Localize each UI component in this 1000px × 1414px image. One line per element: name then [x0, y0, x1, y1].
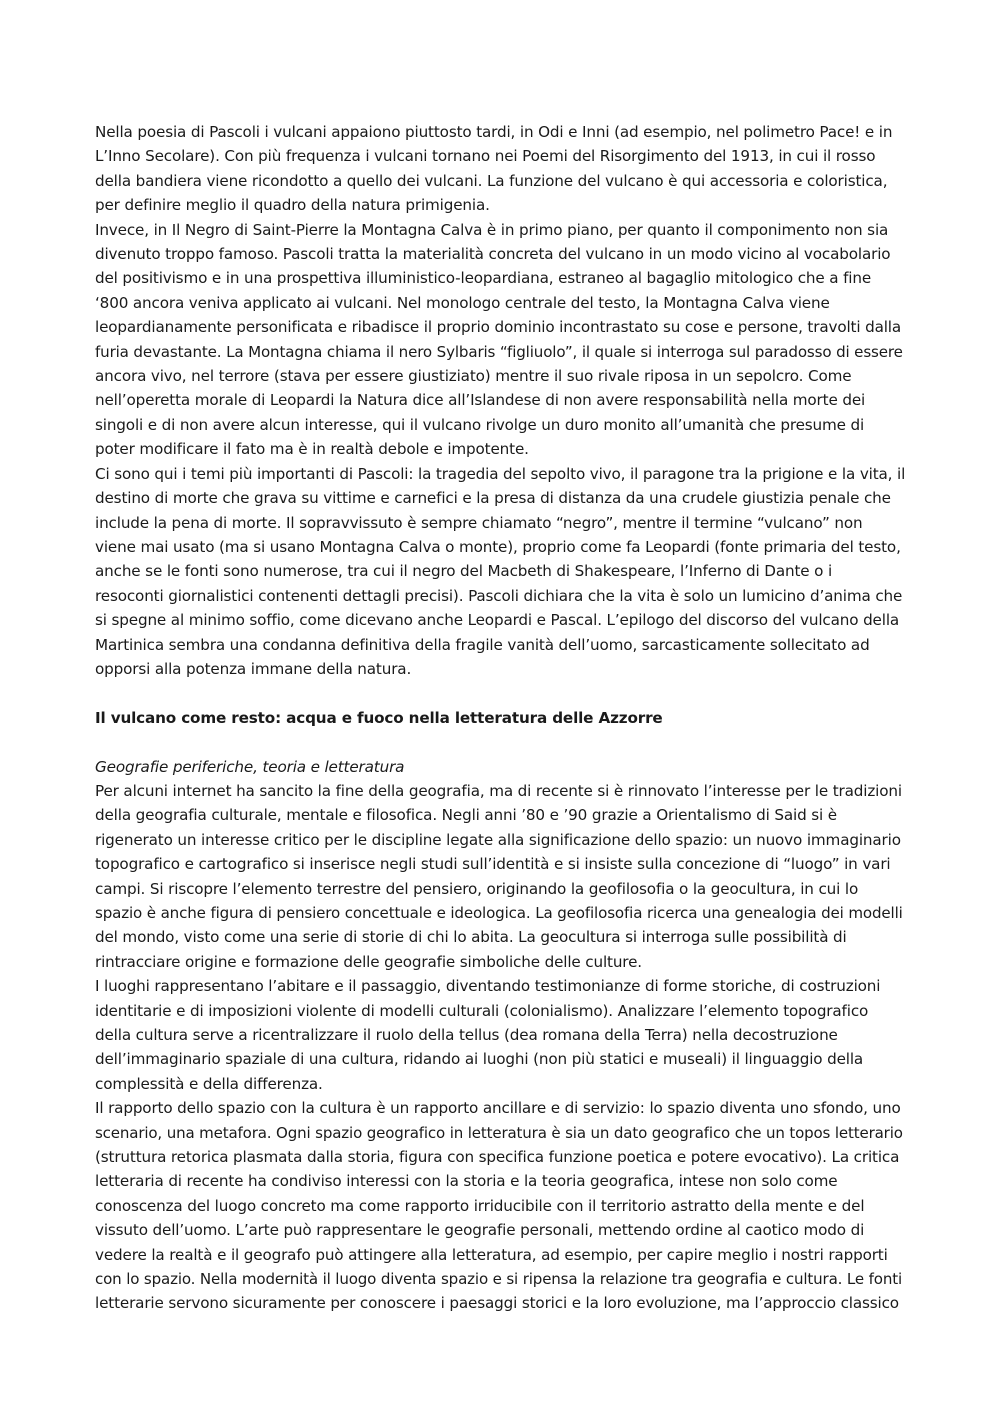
text-line: viene mai usato (ma si usano Montagna Calva o monte), proprio come fa Leopardi (fonte primaria del testo, — [95, 537, 901, 556]
text-line: della bandiera viene ricondotto a quello dei vulcani. La funzione del vulcano è qui accessoria e coloristica, — [95, 171, 888, 190]
text-line: rintracciare origine e formazione delle geografie simboliche delle culture. — [95, 952, 642, 971]
section-subheading: Geografie periferiche, teoria e letteratura — [95, 757, 405, 776]
paragraph-temi-pascoli — [95, 462, 907, 682]
text-line: vissuto dell’uomo. L’arte può rappresentare le geografie personali, mettendo ordine al caotico modo di — [95, 1221, 865, 1240]
paragraph-pascoli-vulcani — [95, 120, 907, 218]
text-line: Il rapporto dello spazio con la cultura è un rapporto ancillare e di servizio: lo spazio diventa uno sfondo, uno — [95, 1099, 901, 1118]
text-line: I luoghi rappresentano l’abitare e il passaggio, diventando testimonianze di forme storiche, di costruzioni — [95, 977, 881, 996]
paragraph-negro-saint-pierre — [95, 218, 907, 462]
spacer — [95, 730, 907, 754]
text-line: dell’immaginario spaziale di una cultura, ridando ai luoghi (non più statici e museali) il linguaggio della — [95, 1050, 864, 1069]
text-line: ancora vivo, nel terrore (stava per essere giustiziato) mentre il suo rivale riposa in un sepolcro. Come — [95, 367, 852, 386]
document-page — [95, 120, 907, 1316]
paragraph-luoghi — [95, 974, 907, 1096]
text-line: della cultura serve a ricentralizzare il ruolo della tellus (dea romana della Terra) nella decostruzione — [95, 1026, 838, 1044]
text-line: furia devastante. La Montagna chiama il nero Sylbaris “figliuolo”, il quale si interroga sul paradosso di essere — [95, 342, 903, 361]
text-line: leopardianamente personificata e ribadisce il proprio dominio incontrastato su cose e persone, travolti dalla — [95, 318, 902, 337]
paragraph-geografia — [95, 779, 907, 974]
text-line: include la pena di morte. Il sopravvissuto è sempre chiamato “negro”, mentre il termine “vulcano” non — [95, 513, 863, 532]
spacer — [95, 681, 907, 705]
text-line: del positivismo e in una prospettiva illuministico-leopardiana, estraneo al bagaglio mitologico che a fine — [95, 269, 872, 288]
text-line: Martinica sembra una condanna definitiva della fragile vanità dell’uomo, sarcasticamente sollecitato ad — [95, 635, 870, 654]
text-line: per definire meglio il quadro della natura primigenia. — [95, 196, 490, 215]
text-line: Ci sono qui i temi più importanti di Pascoli: la tragedia del sepolto vivo, il paragone tra la prigione e la vita, il — [95, 464, 906, 483]
text-line: resoconti giornalistici contenenti dettagli precisi). Pascoli dichiara che la vita è solo un lumicino d’anima che — [95, 586, 903, 605]
text-line: Invece, in Il Negro di Saint-Pierre la Montagna Calva è in primo piano, per quanto il componimento non sia — [95, 220, 889, 239]
text-line: complessità e della differenza. — [95, 1074, 323, 1093]
text-line: Nella poesia di Pascoli i vulcani appaiono piuttosto tardi, in Odi e Inni (ad esempio, nel polimetro Pace! e in — [95, 123, 893, 141]
paragraph-spazio-cultura — [95, 1096, 907, 1316]
section-heading: Il vulcano come resto: acqua e fuoco nella letteratura delle Azzorre — [95, 708, 663, 727]
text-line: conoscenza del luogo concreto ma come rapporto irriducibile con il territorio astratto della mente e del — [95, 1196, 865, 1215]
text-line: (struttura retorica plasmata dalla storia, figura con specifica funzione poetica e potere evocativo). La critica — [95, 1148, 900, 1167]
text-line: topografico e cartografico si inserisce negli studi sull’identità e si insiste sulla concezione di “luogo” in vari — [95, 855, 891, 874]
text-line: poter modificare il fato ma è in realtà debole e impotente. — [95, 440, 529, 459]
text-line: spazio è anche figura di pensiero concettuale e ideologica. La geofilosofia ricerca una genealogia dei modelli — [95, 903, 903, 922]
text-line: scenario, una metafora. Ogni spazio geografico in letteratura è sia un dato geografico che un topos letterario — [95, 1123, 903, 1142]
text-line: singoli e di non avere alcun interesse, qui il vulcano rivolge un duro monito all’umanità che presume di — [95, 415, 865, 434]
text-line: nell’operetta morale di Leopardi la Natura dice all’Islandese di non avere responsabilità nella morte dei — [95, 391, 866, 410]
text-line: campi. Si riscopre l’elemento terrestre del pensiero, originando la geofilosofia o la geocultura, in cui lo — [95, 879, 859, 898]
text-line: opporsi alla potenza immane della natura. — [95, 659, 412, 678]
text-line: identitarie e di imposizioni violente di modelli culturali (colonialismo). Analizzare l’elemento topografico — [95, 1001, 869, 1020]
text-line: vedere la realtà e il geografo può attingere alla letteratura, ad esempio, per capire meglio i nostri rapporti — [95, 1245, 888, 1264]
text-line: ‘800 ancora veniva applicato ai vulcani. Nel monologo centrale del testo, la Montagna Calva viene — [95, 293, 830, 312]
text-line: si spegne al minimo soffio, come dicevano anche Leopardi e Pascal. L’epilogo del discorso del vulcano della — [95, 611, 900, 630]
text-line: Per alcuni internet ha sancito la fine della geografia, ma di recente si è rinnovato l’interesse per le tradizioni — [95, 781, 902, 800]
text-line: della geografia culturale, mentale e filosofica. Negli anni ’80 e ’90 grazie a Orientalismo di Said si è — [95, 806, 838, 825]
text-line: divenuto troppo famoso. Pascoli tratta la materialità concreta del vulcano in un modo vicino al vocabolario — [95, 245, 891, 264]
text-line: anche se le fonti sono numerose, tra cui il negro del Macbeth di Shakespeare, l’Inferno di Dante o i — [95, 562, 833, 581]
text-line: rigenerato un interesse critico per le discipline legate alla significazione dello spazio: un nuovo immaginario — [95, 830, 901, 849]
text-line: L’Inno Secolare). Con più frequenza i vulcani tornano nei Poemi del Risorgimento del 1913, in cui il rosso — [95, 147, 876, 166]
text-line: con lo spazio. Nella modernità il luogo diventa spazio e si ripensa la relazione tra geografia e cultura. Le fonti — [95, 1270, 902, 1289]
text-line: letteraria di recente ha condiviso interessi con la storia e la teoria geografica, intese non solo come — [95, 1172, 838, 1191]
text-line: del mondo, visto come una serie di storie di chi lo abita. La geocultura si interroga sulle possibilità di — [95, 928, 847, 947]
text-line: destino di morte che grava su vittime e carnefici e la presa di distanza da una crudele giustizia penale che — [95, 489, 891, 508]
text-line: letterarie servono sicuramente per conoscere i paesaggi storici e la loro evoluzione, ma l’approccio classico — [95, 1294, 899, 1313]
